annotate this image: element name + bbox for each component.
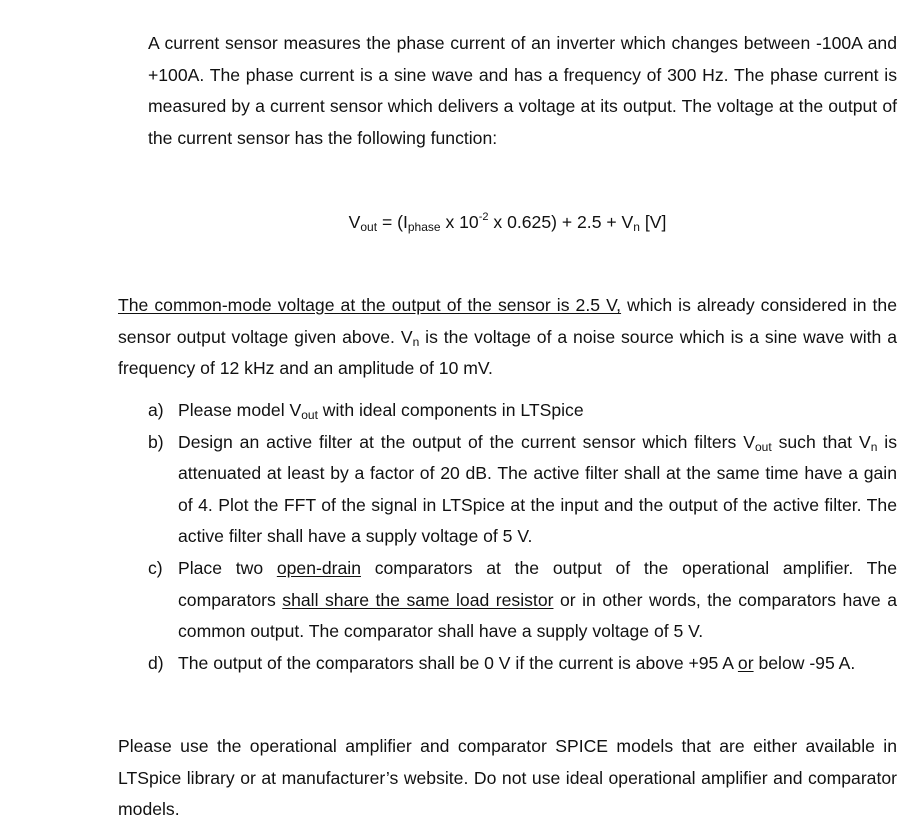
task-d-text-1: The output of the comparators shall be 0 V if the current is above +95 A (178, 652, 738, 673)
output-voltage-equation (0, 208, 923, 236)
task-d (148, 648, 897, 680)
task-d-marker: d) (148, 652, 164, 673)
task-b-marker: b) (148, 431, 164, 452)
task-c-marker: c) (148, 557, 163, 578)
task-b-out-subscript: out (754, 439, 772, 454)
task-a (148, 395, 897, 427)
task-c-text-3: or in other words, the comparators have a common output. The comparator shall have a supply voltage of 5 V. (178, 589, 897, 642)
eq-exponent: -2 (478, 211, 489, 223)
task-a-out-subscript: out (301, 408, 318, 422)
footer-paragraph: Please use the operational amplifier and comparator SPICE models that are either available in LTSpice library or at manufacturer’s website. Do not use ideal operational amplifier and comparator models. (118, 736, 897, 820)
task-d-text-2: below -95 A. (753, 652, 856, 673)
task-b-text-2: such that V (771, 431, 871, 452)
task-c-underline-load-resistor: shall share the same load resistor (282, 589, 554, 610)
eq-mult-ten: x 10 (440, 212, 479, 232)
task-b-text-1: Design an active filter at the output of the current sensor which filters V (178, 431, 755, 452)
task-a-marker: a) (148, 400, 164, 420)
eq-n-subscript: n (633, 220, 640, 234)
task-c-underline-open-drain: open-drain (276, 557, 361, 578)
task-a-text-2: with ideal components in LTSpice (317, 400, 584, 420)
eq-out-subscript: out (360, 220, 378, 234)
eq-rest: x 0.625) + 2.5 + V (488, 212, 634, 232)
task-b (148, 427, 897, 553)
eq-open: = (I (377, 212, 408, 232)
task-a-text-1: Please model V (178, 400, 302, 420)
task-list (148, 395, 897, 679)
common-mode-after: which is already considered in the sensor output voltage given above. V (118, 295, 897, 347)
common-mode-paragraph (118, 290, 897, 385)
task-d-underline-or: or (737, 652, 754, 673)
eq-phase-subscript: phase (407, 220, 441, 234)
common-mode-underlined: The common-mode voltage at the output of the sensor is 2.5 V, (118, 295, 622, 315)
common-mode-rest: is the voltage of a noise source which is a sine wave with a frequency of 12 kHz and an amplitude of 10 mV. (118, 326, 898, 379)
intro-paragraph: A current sensor measures the phase current of an inverter which changes between -100A and +100A. The phase current is a sine wave and has a frequency of 300 Hz. The phase current is measured by a current sensor which delivers a voltage at its output. The voltage at the output of the current sensor has the following function: (148, 33, 897, 148)
task-c-text-1: Place two (178, 557, 277, 578)
task-c-text-2: comparators at the output of the operational amplifier. The comparators (178, 557, 897, 610)
eq-unit: [V] (639, 212, 667, 232)
task-b-n-subscript: n (870, 439, 878, 454)
common-mode-n-subscript: n (412, 334, 420, 349)
task-c (148, 553, 897, 648)
eq-v: V (348, 212, 361, 232)
task-b-text-3: is attenuated at least by a factor of 20 dB. The active filter shall at the same time have a gain of 4. Plot the FFT of the signal in LTSpice at the input and the output of the active filter. The active filter shall have a supply voltage of 5 V. (178, 431, 897, 547)
